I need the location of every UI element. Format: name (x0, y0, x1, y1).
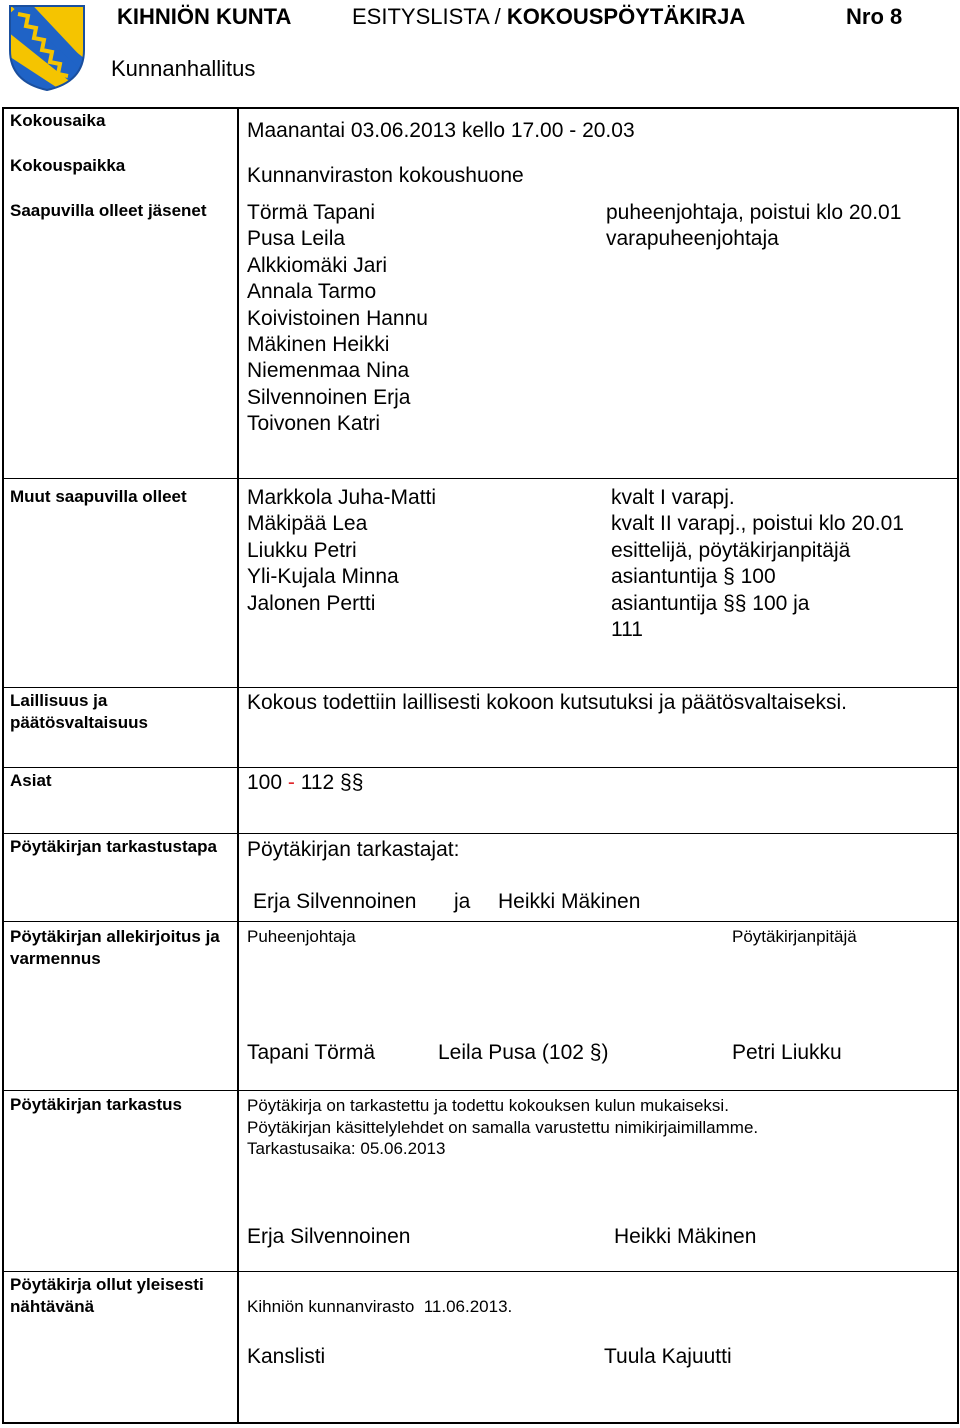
members-name-list (247, 200, 428, 438)
inspection-label: Pöytäkirjan tarkastus (10, 1095, 182, 1114)
member-name: Alkkiomäki Jari (247, 253, 388, 277)
members-label: Saapuvilla olleet jäsenet (10, 201, 207, 220)
row-separator (2, 767, 959, 768)
signature-label: Pöytäkirjan allekirjoitus ja varmennus (10, 927, 220, 968)
other-role: kvalt I varapj. (611, 486, 735, 509)
items-from: 100 (247, 771, 283, 794)
public-name: Tuula Kajuutti (604, 1345, 732, 1368)
row-separator (2, 1090, 959, 1091)
coat-of-arms-icon (8, 4, 86, 92)
meeting-time-label: Kokousaika (10, 111, 106, 130)
other-role: esittelijä, pöytäkirjanpitäjä (611, 538, 851, 562)
quorum-label: Laillisuus ja päätösvaltaisuus (10, 691, 148, 732)
member-name: Annala Tarmo (247, 280, 377, 304)
document-type-bold: KOKOUSPÖYTÄKIRJA (506, 4, 746, 29)
others-role-list (611, 485, 904, 643)
member-name: Koivistoinen Hannu (247, 306, 428, 330)
other-role: asiantuntija § 100 (611, 565, 776, 589)
items-dash: - (282, 771, 301, 794)
member-role: varapuheenjohtaja (606, 227, 779, 251)
row-separator (2, 687, 959, 688)
other-role: 111 (611, 618, 643, 642)
inspection-signer: Erja Silvennoinen (247, 1225, 411, 1248)
other-name: Jalonen Pertti (247, 591, 376, 615)
member-role: puheenjohtaja, poistui klo 20.01 (606, 201, 902, 224)
body-name: Kunnanhallitus (111, 56, 256, 81)
others-name-list (247, 485, 436, 617)
quorum-text: Kokous todettiin laillisesti kokoon kutsutuksi ja päätösvaltaiseksi. (247, 691, 847, 714)
row-separator (2, 1271, 959, 1272)
member-name: Toivonen Katri (247, 412, 381, 436)
inspector-name: Erja Silvennoinen (253, 890, 417, 913)
inspector-conjunction: ja (454, 890, 471, 913)
other-name: Markkola Juha-Matti (247, 486, 437, 509)
inspector-name: Heikki Mäkinen (498, 890, 641, 913)
inspectors-heading: Pöytäkirjan tarkastajat: (247, 838, 460, 861)
members-role-list (606, 200, 901, 253)
items-label: Asiat (10, 771, 52, 790)
other-role: kvalt II varapj., poistui klo 20.01 (611, 512, 904, 536)
other-name: Yli-Kujala Minna (247, 565, 399, 589)
table-border-bottom (2, 1422, 959, 1424)
chair-title: Puheenjohtaja (247, 927, 356, 946)
inspection-line: Tarkastusaika: 05.06.2013 (247, 1139, 446, 1158)
meeting-place-label: Kokouspaikka (10, 156, 126, 175)
table-divider-vertical (237, 107, 239, 1424)
document-type (352, 4, 745, 30)
inspection-method-label: Pöytäkirjan tarkastustapa (10, 837, 217, 856)
municipality-name: KIHNIÖN KUNTA (117, 4, 292, 29)
row-separator (2, 833, 959, 834)
others-label: Muut saapuvilla olleet (10, 487, 187, 506)
public-place-date: Kihniön kunnanvirasto 11.06.2013. (247, 1297, 513, 1316)
chair-name: Tapani Törmä (247, 1041, 376, 1064)
inspection-line: Pöytäkirja on tarkastettu ja todettu kokouksen kulun mukaiseksi. (247, 1096, 729, 1115)
meeting-place-value: Kunnanviraston kokoushuone (247, 164, 524, 187)
member-name: Mäkinen Heikki (247, 333, 390, 357)
items-to: 112 §§ (300, 771, 364, 794)
inspection-text (247, 1095, 758, 1160)
document-number: Nro 8 (846, 4, 903, 29)
row-separator (2, 478, 959, 479)
meeting-time-value: Maanantai 03.06.2013 kello 17.00 - 20.03 (247, 119, 635, 142)
other-name: Mäkipää Lea (247, 512, 368, 536)
table-border-right (957, 107, 959, 1424)
secretary-title: Pöytäkirjanpitäjä (732, 927, 857, 946)
inspection-signer: Heikki Mäkinen (614, 1225, 757, 1248)
member-name: Törmä Tapani (247, 201, 376, 224)
table-border-left (2, 107, 4, 1424)
other-name: Liukku Petri (247, 538, 357, 562)
items-range (247, 770, 363, 796)
inspection-line: Pöytäkirjan käsittelylehdet on samalla varustettu nimikirjaimillamme. (247, 1117, 759, 1137)
table-border-top (2, 107, 959, 109)
public-display-label: Pöytäkirja ollut yleisesti nähtävänä (10, 1275, 204, 1316)
member-name: Niemenmaa Nina (247, 359, 410, 383)
public-role: Kanslisti (247, 1345, 326, 1368)
row-separator (2, 921, 959, 922)
vice-chair-name: Leila Pusa (102 §) (438, 1041, 609, 1064)
secretary-name: Petri Liukku (732, 1041, 842, 1064)
document-type-prefix: ESITYSLISTA / (352, 4, 507, 29)
member-name: Silvennoinen Erja (247, 385, 411, 409)
member-name: Pusa Leila (247, 227, 346, 251)
other-role: asiantuntija §§ 100 ja (611, 591, 810, 615)
